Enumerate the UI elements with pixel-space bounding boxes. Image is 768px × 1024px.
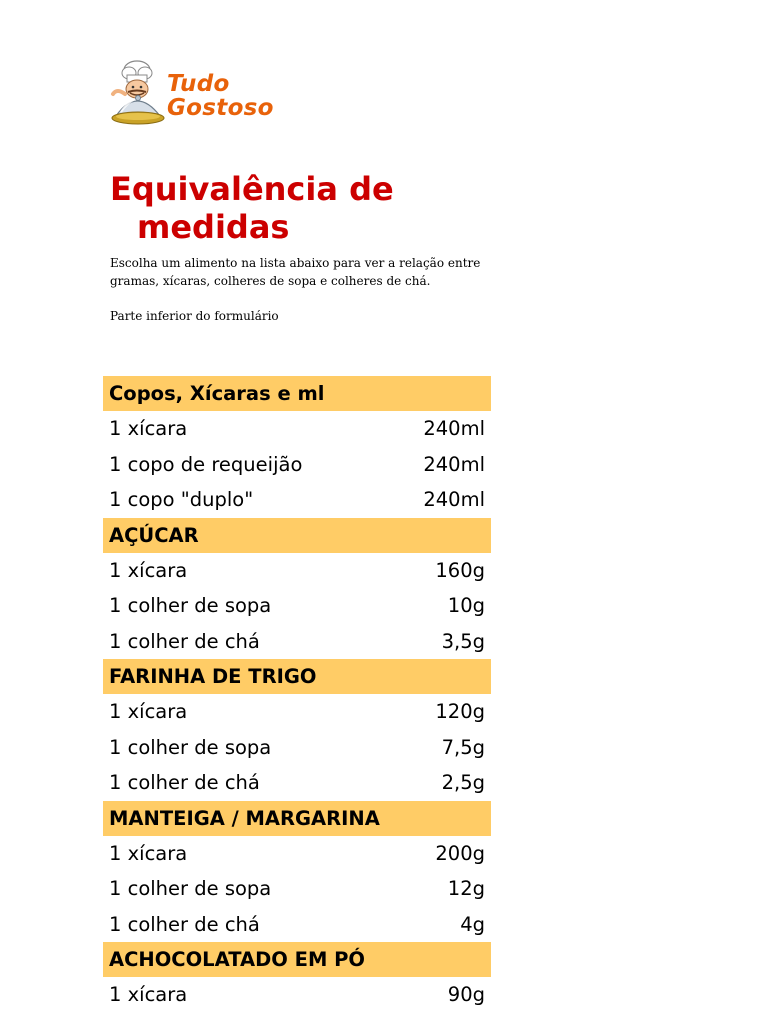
measure-value: 200g	[435, 841, 485, 865]
table-row	[103, 624, 491, 660]
table-row	[103, 765, 491, 801]
table-row	[103, 553, 491, 589]
measure-value: 2,5g	[441, 771, 485, 795]
measure-value: 3,5g	[441, 629, 485, 653]
table-row	[103, 588, 491, 624]
section-header: FARINHA DE TRIGO	[103, 659, 491, 694]
measure-item: 1 colher de chá	[109, 912, 260, 936]
table-row	[103, 907, 491, 943]
logo-line-2: Gostoso	[167, 95, 274, 121]
table-row	[103, 730, 491, 766]
title-line-2: medidas	[137, 208, 290, 246]
chef-mascot-icon	[107, 58, 169, 132]
measure-value: 4g	[460, 912, 485, 936]
section-header: AÇÚCAR	[103, 518, 491, 553]
measure-value: 240ml	[423, 452, 485, 476]
measure-value: 90g	[447, 983, 485, 1007]
measure-item: 1 colher de chá	[109, 629, 260, 653]
table-row	[103, 871, 491, 907]
table-row	[103, 977, 491, 1013]
measure-value: 7,5g	[441, 735, 485, 759]
table-row	[103, 694, 491, 730]
measure-item: 1 colher de sopa	[109, 877, 272, 901]
measure-item: 1 colher de sopa	[109, 735, 272, 759]
section-header: Copos, Xícaras e ml	[103, 376, 491, 411]
measure-item: 1 colher de chá	[109, 771, 260, 795]
table-row	[103, 411, 491, 447]
measure-value: 120g	[435, 700, 485, 724]
measure-item: 1 xícara	[109, 841, 188, 865]
logo-line-1: Tudo	[167, 71, 230, 97]
measurement-table	[103, 376, 491, 1013]
site-logo[interactable]	[107, 58, 307, 132]
measure-item: 1 colher de sopa	[109, 594, 272, 618]
intro-text: Escolha um alimento na lista abaixo para ver a relação entre gramas, xícaras, colheres de sopa e colheres de chá.	[110, 256, 481, 288]
table-row	[103, 836, 491, 872]
measure-item: 1 xícara	[109, 983, 188, 1007]
title-line-1: Equivalência de	[110, 170, 394, 208]
table-row	[103, 482, 491, 518]
measure-item: 1 xícara	[109, 558, 188, 582]
form-bottom-note: Parte inferior do formulário	[110, 309, 279, 323]
measure-item: 1 xícara	[109, 700, 188, 724]
measure-value: 240ml	[423, 488, 485, 512]
measure-item: 1 xícara	[109, 417, 188, 441]
measure-value: 240ml	[423, 417, 485, 441]
page-title	[110, 170, 470, 246]
measure-value: 10g	[447, 594, 485, 618]
measure-item: 1 copo "duplo"	[109, 488, 254, 512]
measure-value: 12g	[447, 877, 485, 901]
measure-value: 160g	[435, 558, 485, 582]
section-header: MANTEIGA / MARGARINA	[103, 801, 491, 836]
measure-item: 1 copo de requeijão	[109, 452, 303, 476]
logo-wordmark	[167, 72, 274, 120]
table-row	[103, 447, 491, 483]
section-header: ACHOCOLATADO EM PÓ	[103, 942, 491, 977]
